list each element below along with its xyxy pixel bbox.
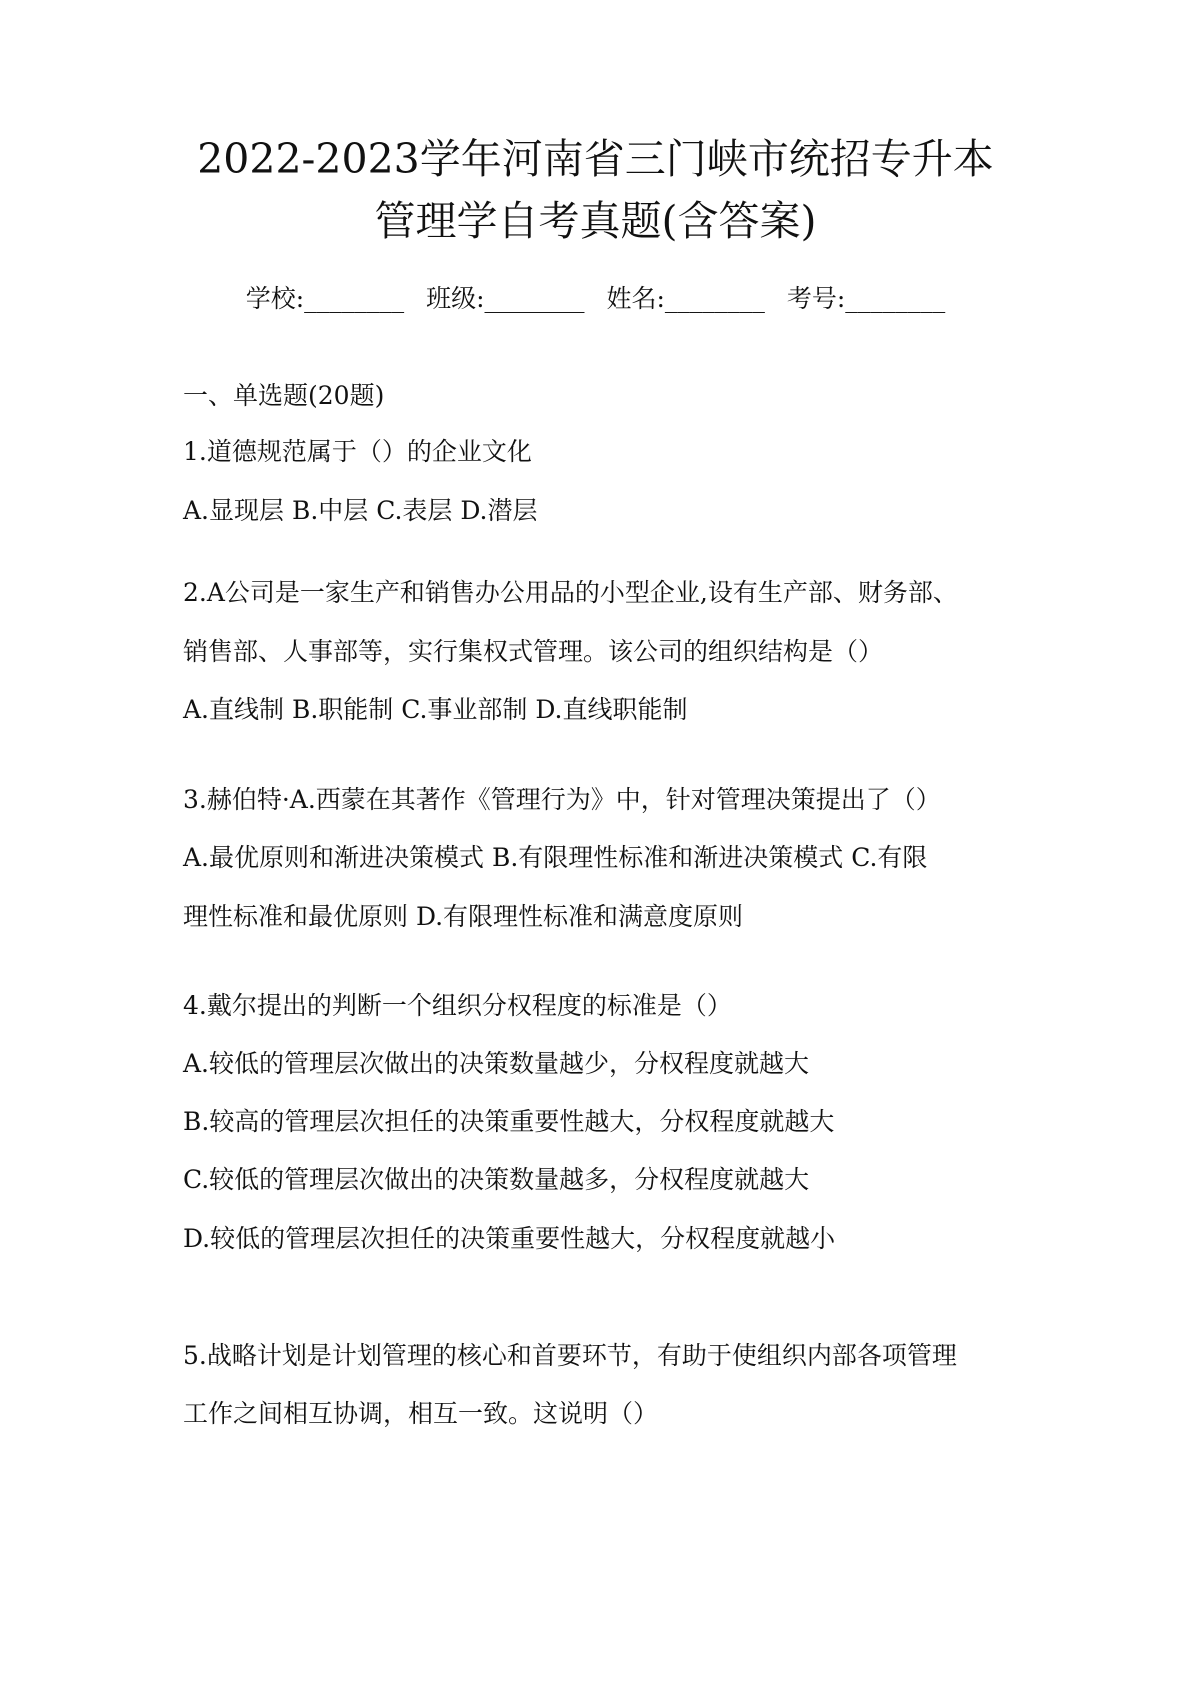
question-2-options: A.直线制 B.职能制 C.事业部制 D.直线职能制	[183, 695, 688, 724]
question-1-stem: 1.道德规范属于（）的企业文化	[183, 437, 532, 466]
name-field: 姓名:________	[606, 284, 765, 313]
question-4-stem: 4.戴尔提出的判断一个组织分权程度的标准是（）	[183, 991, 732, 1020]
question-5-stem-line-2: 工作之间相互协调，相互一致。这说明（）	[183, 1399, 659, 1428]
question-3-options-line-1: A.最优原则和渐进决策模式 B.有限理性标准和渐进决策模式 C.有限	[183, 843, 928, 872]
school-field: 学校:________	[245, 284, 405, 313]
question-5-stem-line-1: 5.战略计划是计划管理的核心和首要环节，有助于使组织内部各项管理	[183, 1341, 957, 1370]
exam-title-line-1: 2022-2023学年河南省三门峡市统招专升本	[197, 135, 994, 183]
question-3-options-line-2: 理性标准和最优原则 D.有限理性标准和满意度原则	[183, 902, 744, 931]
question-4-option-d: D.较低的管理层次担任的决策重要性越大，分权程度就越小	[183, 1224, 836, 1253]
exam-number-field: 考号:________	[786, 284, 946, 313]
class-field: 班级:________	[426, 284, 585, 313]
question-2-stem-line-2: 销售部、人事部等，实行集权式管理。该公司的组织结构是（）	[183, 637, 884, 666]
section-heading: 一、单选题(20题)	[183, 381, 385, 410]
question-4-option-c: C.较低的管理层次做出的决策数量越多，分权程度就越大	[183, 1165, 810, 1194]
student-info-row	[0, 286, 1191, 311]
question-2-stem-line-1: 2.A公司是一家生产和销售办公用品的小型企业,设有生产部、财务部、	[183, 578, 958, 607]
question-4-option-a: A.较低的管理层次做出的决策数量越少，分权程度就越大	[183, 1049, 810, 1078]
question-3-stem: 3.赫伯特·A.西蒙在其著作《管理行为》中，针对管理决策提出了（）	[183, 785, 941, 814]
question-1-options: A.显现层 B.中层 C.表层 D.潜层	[183, 496, 538, 525]
question-4-option-b: B.较高的管理层次担任的决策重要性越大，分权程度就越大	[183, 1107, 835, 1136]
exam-title-line-2: 管理学自考真题(含答案)	[374, 197, 817, 245]
